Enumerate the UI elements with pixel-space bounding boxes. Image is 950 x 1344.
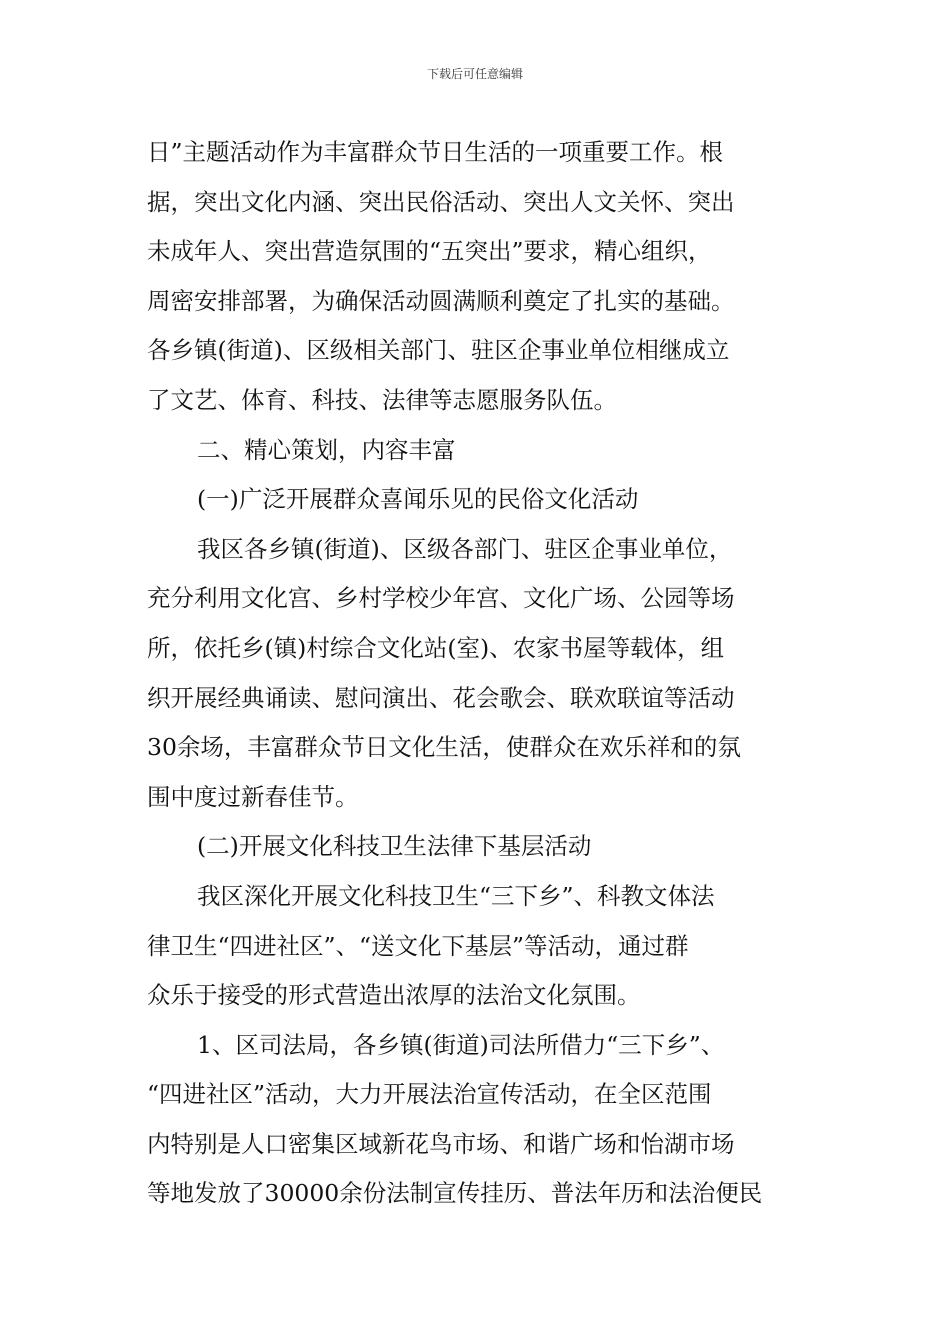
text-line: 所，依托乡(镇)村综合文化站(室)、农家书屋等载体，组 — [147, 633, 725, 662]
text-line: “四进社区”活动，大力开展法治宣传活动，在全区范围 — [147, 1080, 712, 1109]
text-line: 日”主题活动作为丰富群众节日生活的一项重要工作。根 — [147, 138, 724, 166]
text-line: 围中度过新春佳节。 — [147, 782, 359, 811]
text-line: 了文艺、体育、科技、法律等志愿服务队伍。 — [147, 385, 617, 414]
text-line: 1、区司法局，各乡镇(街道)司法所借力“三下乡”、 — [197, 1030, 725, 1059]
text-line: 等地发放了30000余份法制宣传挂历、普法年历和法治便民 — [147, 1179, 763, 1208]
text-line: 我区各乡镇(街道)、区级各部门、驻区企事业单位， — [197, 534, 733, 563]
text-line: 二、精心策划，内容丰富 — [197, 435, 456, 464]
text-line: 各乡镇(街道)、区级相关部门、驻区企事业单位相继成立 — [147, 336, 730, 365]
text-line: (一)广泛开展群众喜闻乐见的民俗文化活动 — [197, 485, 639, 514]
text-line: 内特别是人口密集区域新花鸟市场、和谐广场和怡湖市场 — [147, 1129, 735, 1158]
text-line: 周密安排部署，为确保活动圆满顺利奠定了扎实的基础。 — [147, 286, 735, 315]
text-line: 我区深化开展文化科技卫生“三下乡”、科教文体法 — [197, 881, 715, 910]
page-header: 下载后可任意编辑 — [426, 67, 523, 81]
text-line: 30余场，丰富群众节日文化生活，使群众在欢乐祥和的氛 — [147, 733, 741, 762]
text-line: 律卫生“四进社区”、“送文化下基层”等活动，通过群 — [147, 931, 689, 960]
text-line: 未成年人、突出营造氛围的“五突出”要求，精心组织， — [147, 237, 712, 266]
text-line: 众乐于接受的形式营造出浓厚的法治文化氛围。 — [147, 981, 641, 1010]
text-line: (二)开展文化科技卫生法律下基层活动 — [197, 832, 592, 861]
text-line: 充分利用文化宫、乡村学校少年宫、文化广场、公园等场 — [147, 584, 735, 613]
text-line: 据，突出文化内涵、突出民俗活动、突出人文关怀、突出 — [147, 187, 735, 216]
text-line: 织开展经典诵读、慰问演出、花会歌会、联欢联谊等活动 — [147, 683, 735, 712]
document-body — [147, 128, 812, 1219]
